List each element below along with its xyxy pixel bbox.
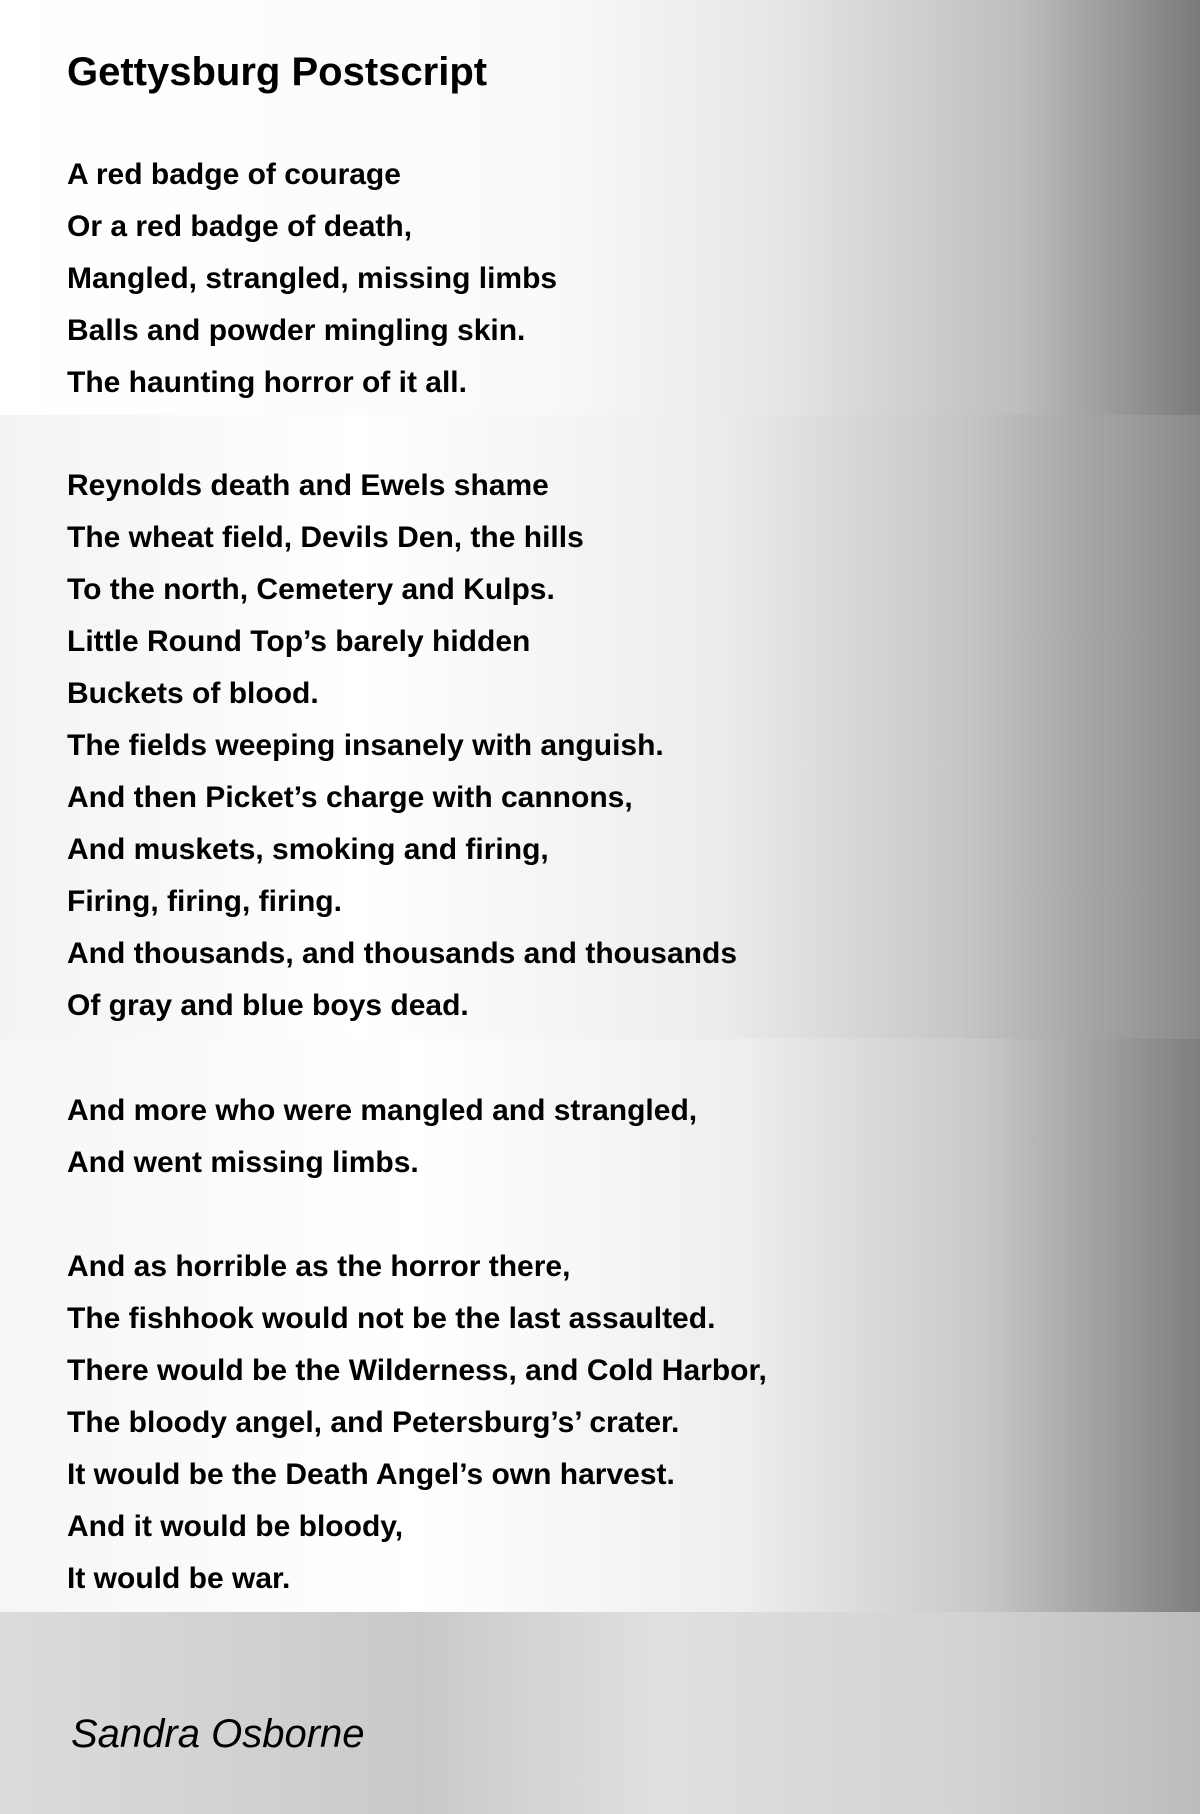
poem-line: The haunting horror of it all. [67, 366, 467, 399]
poem-line: There would be the Wilderness, and Cold Harbor, [67, 1354, 767, 1387]
poem-line: It would be the Death Angel’s own harvest. [67, 1458, 675, 1491]
stanza-4 [67, 1241, 767, 1605]
poem-line: And as horrible as the horror there, [67, 1250, 571, 1283]
poem-line: Firing, firing, firing. [67, 885, 342, 918]
stanza-2 [67, 460, 737, 1032]
stanza-1 [67, 149, 557, 409]
poem-line: Balls and powder mingling skin. [67, 314, 526, 347]
poem-line: And then Picket’s charge with cannons, [67, 781, 633, 814]
poem-line: The bloody angel, and Petersburg’s’ crater. [67, 1406, 680, 1439]
poem-author: Sandra Osborne [71, 1712, 365, 1756]
poem-line: Little Round Top’s barely hidden [67, 625, 531, 658]
poem-line: Or a red badge of death, [67, 210, 413, 243]
poem-title: Gettysburg Postscript [67, 50, 488, 94]
poem-line: Reynolds death and Ewels shame [67, 469, 549, 502]
poem-line: The fields weeping insanely with anguish. [67, 729, 664, 762]
poem-line: And more who were mangled and strangled, [67, 1094, 698, 1127]
poem-line: Of gray and blue boys dead. [67, 989, 469, 1022]
poem-line: And muskets, smoking and firing, [67, 833, 549, 866]
poem-line: Mangled, strangled, missing limbs [67, 262, 558, 295]
poem-line: And thousands, and thousands and thousands [67, 937, 738, 970]
poem-line: The fishhook would not be the last assaulted. [67, 1302, 716, 1335]
poem-line: A red badge of courage [67, 158, 401, 191]
poem-line: And went missing limbs. [67, 1146, 419, 1179]
stanza-3 [67, 1085, 697, 1189]
poem-line: The wheat field, Devils Den, the hills [67, 521, 584, 554]
poem-line: Buckets of blood. [67, 677, 319, 710]
poem-line: To the north, Cemetery and Kulps. [67, 573, 555, 606]
poem-line: It would be war. [67, 1562, 291, 1595]
poem-line: And it would be bloody, [67, 1510, 404, 1543]
